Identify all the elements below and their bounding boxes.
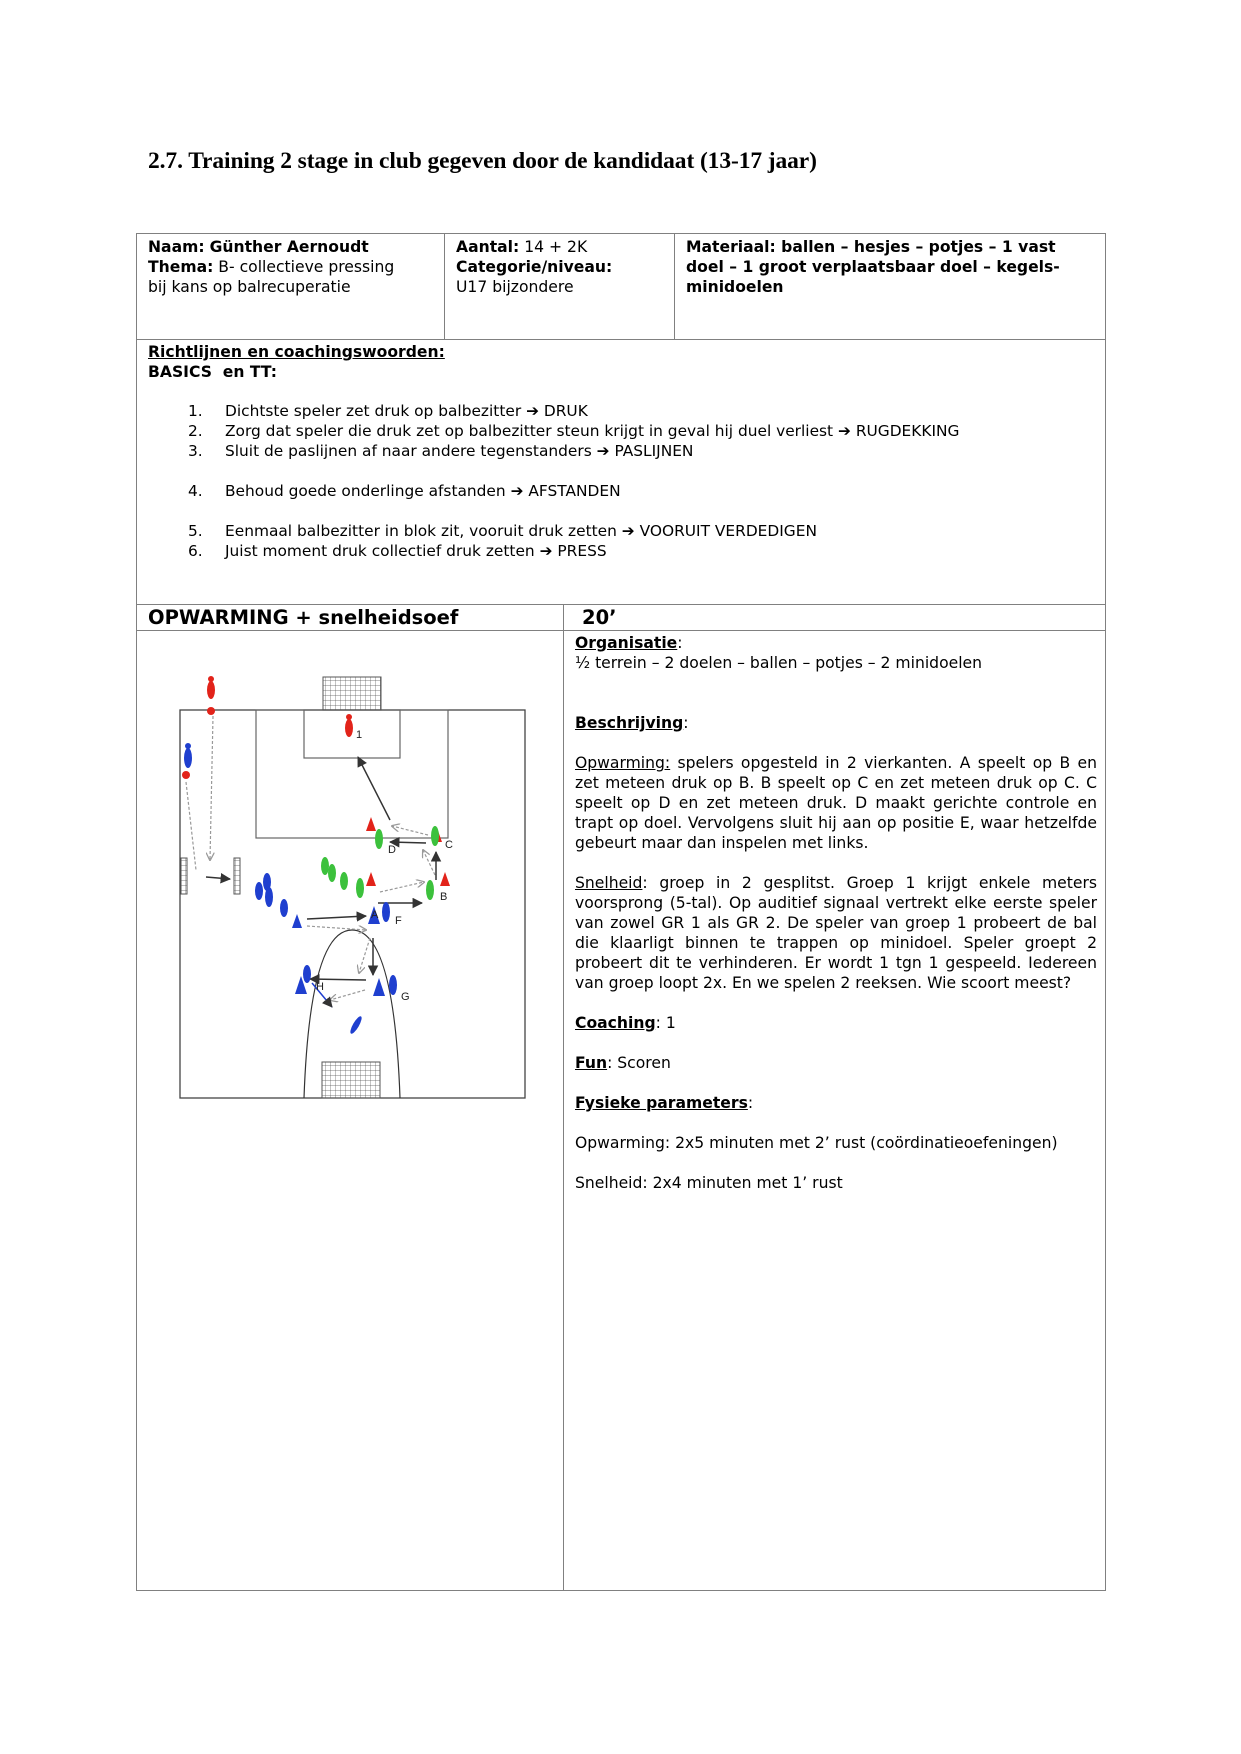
guidelines-list — [188, 401, 959, 561]
info-cell-naam — [136, 233, 445, 340]
arrow-right-icon: ➔ — [539, 542, 553, 560]
item-text: Juist moment druk collectief druk zetten — [225, 542, 535, 560]
colon: : — [683, 714, 689, 732]
players-green — [321, 826, 439, 900]
item-keyword: AFSTANDEN — [528, 482, 621, 500]
naam-label: Naam: — [148, 238, 205, 256]
label-a: A — [371, 909, 379, 921]
arrow-right-icon: ➔ — [596, 442, 610, 460]
info-cell-materiaal — [674, 233, 1106, 340]
arrow-right-icon: ➔ — [510, 482, 524, 500]
guidelines-subheading: BASICS en TT: — [148, 363, 277, 381]
thema-value: B- collectieve pressing — [218, 258, 395, 276]
snelheid-text: : groep in 2 gesplitst. Groep 1 krijgt enkele meters voorsprong (5-tal). Op auditief signaal vertrekt elke eerste speler van zowel GR 1 als GR 2. De speler van groep 1 probeert de bal die klaarligt binnen te trappen op minidoel. Speler groept 2 probeert dit te verhinderen. Er wordt 1 tgn 1 gespeeld. Iedereen van groep loopt 2x. En we spelen 2 reeksen. Wie scoort meest? — [575, 874, 1097, 992]
label-h: H — [316, 981, 324, 993]
label-goalkeeper: 1 — [356, 729, 363, 741]
players-blue — [184, 743, 397, 1035]
organisatie-label: Organisatie — [575, 634, 678, 652]
coaching-label: Coaching — [575, 1014, 656, 1032]
fun-label: Fun — [575, 1054, 608, 1072]
pass-arrows — [186, 716, 436, 1007]
aantal-value: 14 + 2K — [524, 238, 588, 256]
item-keyword: RUGDEKKING — [855, 422, 960, 440]
label-g: G — [401, 991, 410, 1003]
categorie-label: Categorie/niveau: — [456, 258, 613, 276]
materiaal-line-2: doel – 1 groot verplaatsbaar doel – kegels- — [686, 258, 1060, 276]
arrow-right-icon: ➔ — [838, 422, 851, 440]
beschrijving-label: Beschrijving — [575, 714, 684, 732]
categorie-value: U17 bijzondere — [456, 278, 574, 296]
colon: : — [677, 634, 683, 652]
aantal-label: Aantal: — [456, 238, 520, 256]
thema-value-continued: bij kans op balrecuperatie — [148, 278, 351, 296]
item-number: 6. — [188, 542, 203, 560]
item-text: Sluit de paslijnen af naar andere tegenstanders — [225, 442, 592, 460]
guideline-item — [188, 401, 959, 421]
label-c: C — [445, 839, 453, 851]
label-d: D — [388, 844, 396, 856]
label-f: F — [395, 915, 402, 927]
fysiek-label: Fysieke parameters — [575, 1094, 748, 1112]
item-keyword: PRESS — [557, 542, 607, 560]
coaching-value: : 1 — [655, 1014, 676, 1032]
fysiek-snelheid: Snelheid: 2x4 minuten met 1’ rust — [575, 1174, 843, 1192]
thema-label: Thema: — [148, 258, 214, 276]
item-number: 1. — [188, 402, 203, 420]
item-number: 3. — [188, 442, 203, 460]
colon: : — [747, 1094, 754, 1112]
item-keyword: VOORUIT VERDEDIGEN — [639, 522, 817, 540]
guideline-item — [188, 421, 959, 441]
label-b: B — [440, 891, 448, 903]
arrow-right-icon: ➔ — [621, 522, 635, 540]
pitch — [180, 677, 525, 1098]
item-text: Dichtste speler zet druk op balbezitter — [225, 402, 522, 420]
guideline-item — [188, 521, 959, 541]
page-title: 2.7. Training 2 stage in club gegeven door de kandidaat (13-17 jaar) — [148, 148, 817, 174]
item-keyword: DRUK — [543, 402, 588, 420]
opwarming-text: spelers opgesteld in 2 vierkanten. A speelt op B en zet meteen druk op B. B speelt op C en zet meteen druk op C. C speelt op D en zet meteen druk. D maakt gerichte controle en trapt op doel. Vervolgens sluit hij aan op positie E, waar hetzelfde gebeurt maar dan inspelen met links. — [575, 754, 1097, 852]
guideline-item — [188, 481, 959, 501]
item-text: Zorg dat speler die druk zet op balbezitter steun krijgt in geval hij duel verliest — [225, 422, 834, 440]
naam-value: Günther Aernoudt — [209, 238, 369, 256]
materiaal-line-3: minidoelen — [686, 278, 784, 296]
item-text: Eenmaal balbezitter in blok zit, vooruit druk zetten — [225, 522, 617, 540]
exercise-duration: 20’ — [582, 606, 617, 629]
exercise-header-duration — [563, 604, 1106, 631]
exercise-diagram — [170, 660, 530, 1100]
item-number: 5. — [188, 522, 203, 540]
guideline-item — [188, 441, 959, 461]
item-number: 2. — [188, 422, 203, 440]
opwarming-label: Opwarming: — [575, 754, 671, 772]
organisatie-value: ½ terrein – 2 doelen – ballen – potjes – 2 minidoelen — [575, 654, 983, 672]
guideline-item — [188, 541, 959, 561]
cones — [292, 817, 450, 996]
info-cell-aantal — [444, 233, 675, 340]
fysiek-opwarming: Opwarming: 2x5 minuten met 2’ rust (coördinatieoefeningen) — [575, 1134, 1058, 1152]
item-number: 4. — [188, 482, 203, 500]
exercise-description — [575, 633, 1097, 1193]
materiaal-line-1: Materiaal: ballen – hesjes – potjes – 1 vast — [686, 238, 1056, 256]
snelheid-label: Snelheid — [575, 874, 643, 892]
exercise-header-name — [136, 604, 564, 631]
fun-value: : Scoren — [607, 1054, 671, 1072]
item-text: Behoud goede onderlinge afstanden — [225, 482, 506, 500]
guidelines-heading: Richtlijnen en coachingswoorden: — [148, 343, 445, 361]
exercise-name: OPWARMING + snelheidsoef — [148, 606, 459, 629]
arrow-right-icon: ➔ — [526, 402, 539, 420]
item-keyword: PASLIJNEN — [614, 442, 694, 460]
